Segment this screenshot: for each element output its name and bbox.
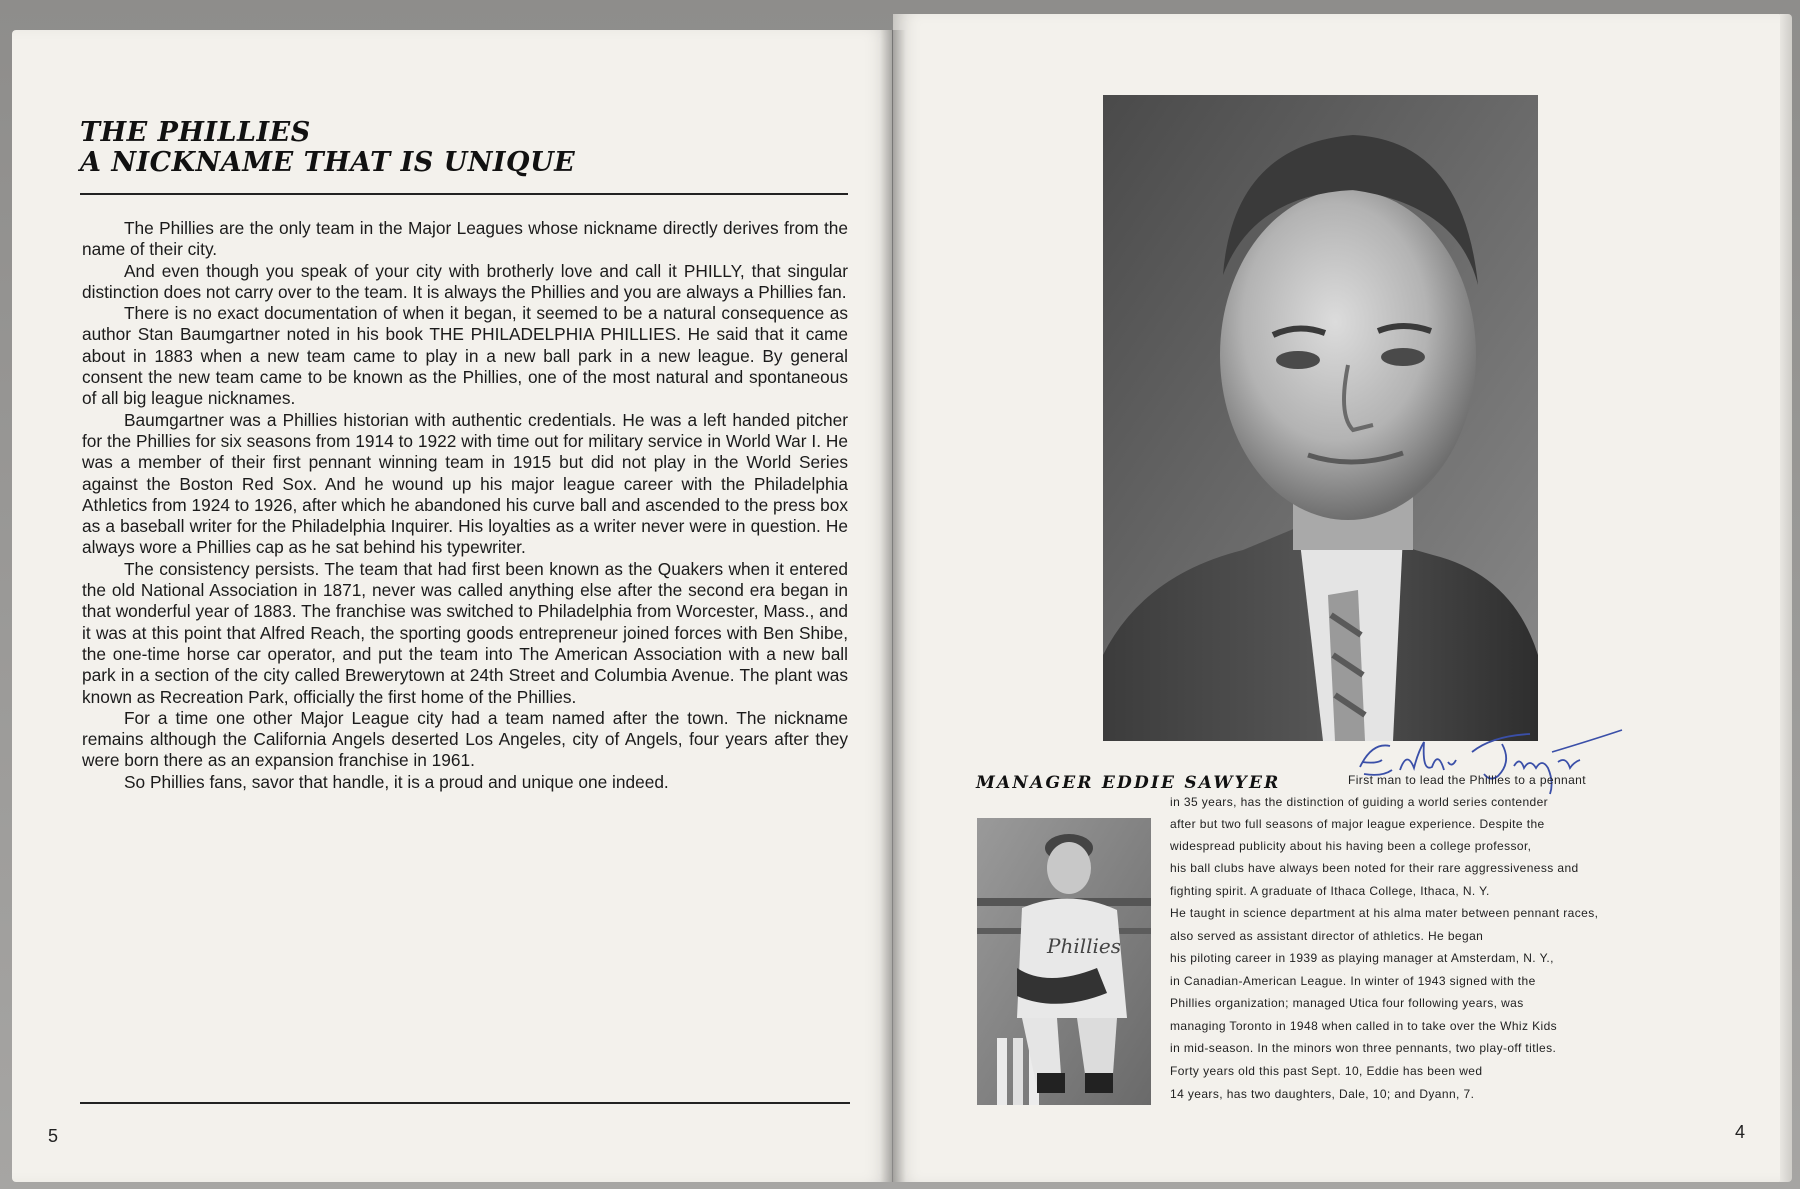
caption-line: in mid-season. In the minors won three pennants, two play-off titles. <box>1170 1041 1557 1055</box>
page-number-left: 5 <box>48 1126 59 1146</box>
caption-line: widespread publicity about his having been a college professor, <box>1170 839 1532 853</box>
article-body <box>82 218 848 793</box>
article-title <box>80 118 850 178</box>
jersey-lettering: Phillies <box>1047 934 1122 958</box>
caption-line: managing Toronto in 1948 when called in to take over the Whiz Kids <box>1170 1019 1558 1033</box>
paragraph: For a time one other Major League city had a team named after the town. The nickname remains although the California Angels deserted Los Angeles, city of Angels, four years after they were born there as an expansion franchise in 1961. <box>82 707 848 771</box>
footer-divider <box>80 1102 850 1104</box>
caption-line: First man to lead the Phillies to a pennant <box>1348 773 1586 787</box>
book-gutter <box>880 30 906 1182</box>
article-title-line-2: A NICKNAME THAT IS UNIQUE <box>80 147 576 178</box>
paragraph: So Phillies fans, savor that handle, it is a proud and unique one indeed. <box>124 771 669 792</box>
title-divider <box>80 193 848 195</box>
caption-line: in 35 years, has the distinction of guiding a world series contender <box>1170 795 1549 809</box>
page-number-right: 4 <box>1735 1122 1746 1142</box>
paragraph: There is no exact documentation of when it began, it seemed to be a natural consequence as author Stan Baumgartner noted in his book THE PHILADELPHIA PHILLIES. He said that it came about in 1883 when a new team came to play in a new ball park in a new league. By general consent the new team came to be known as the Phillies, one of the most natural and spontaneous of all big league nicknames. <box>82 303 848 409</box>
paragraph: The Phillies are the only team in the Major Leagues whose nickname directly derives from the name of their city. <box>82 218 848 260</box>
paragraph: Baumgartner was a Phillies historian with authentic credentials. He was a left handed pitcher for the Phillies for six seasons from 1914 to 1922 with time out for military service in World War I. He was a member of their first pennant winning team in 1915 but did not play in the World Series against the Boston Red Sox. And he wound up his major league career with the Philadelphia Athletics from 1924 to 1926, after which he abandoned his curve ball and ascended to the press box as a baseball writer for the Philadelphia Inquirer. His loyalties as a writer never were in question. He always wore a Phillies cap as he sat behind his typewriter. <box>82 409 848 558</box>
caption-line: also served as assistant director of athletics. He began <box>1170 929 1484 943</box>
paragraph: The consistency persists. The team that had first been known as the Quakers when it entered the old National Association in 1871, never was called anything else after the second era began in that wonderful year of 1883. The franchise was switched to Philadelphia from Worcester, Mass., and it was at this point that Alfred Reach, the sporting goods entrepreneur joined forces with Ben Shibe, the one-time horse car operator, and put the team into The American Association with a new ball park in a section of the city called Brewerytown at 24th Street and Columbia Avenue. The plant was known as Recreation Park, officially the first home of the Phillies. <box>82 558 848 707</box>
manager-uniform-photo <box>977 818 1151 1105</box>
caption-title: MANAGER EDDIE SAWYER <box>976 773 1281 793</box>
caption-line: 14 years, has two daughters, Dale, 10; and Dyann, 7. <box>1170 1087 1475 1101</box>
page-edges <box>1780 14 1792 1182</box>
paragraph: And even though you speak of your city with brotherly love and call it PHILLY, that singular distinction does not carry over to the team. It is always the Phillies and you are always a Phillies fan. <box>82 260 848 302</box>
caption-line: his ball clubs have always been noted for their rare aggressiveness and <box>1170 861 1579 875</box>
caption-line: He taught in science department at his alma mater between pennant races, <box>1170 906 1599 920</box>
caption-line: Phillies organization; managed Utica four following years, was <box>1170 996 1524 1010</box>
caption-line: fighting spirit. A graduate of Ithaca College, Ithaca, N. Y. <box>1170 884 1490 898</box>
manager-portrait-photo <box>1103 95 1538 741</box>
caption-line: Forty years old this past Sept. 10, Eddie has been wed <box>1170 1064 1483 1078</box>
caption-line: after but two full seasons of major league experience. Despite the <box>1170 817 1545 831</box>
eddie-sawyer-autograph <box>1352 722 1632 802</box>
caption-line: in Canadian-American League. In winter of 1943 signed with the <box>1170 974 1536 988</box>
article-title-line-1: THE PHILLIES <box>80 117 311 148</box>
caption-line: his piloting career in 1939 as playing manager at Amsterdam, N. Y., <box>1170 951 1554 965</box>
